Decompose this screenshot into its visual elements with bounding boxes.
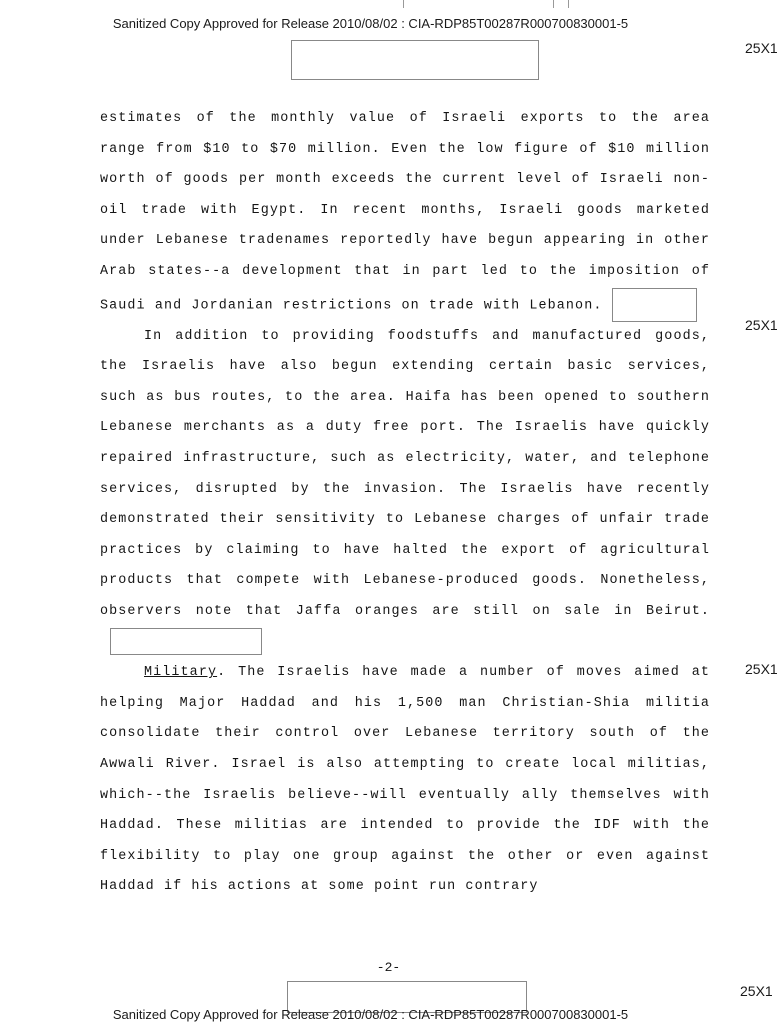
exemption-code-top: 25X1 (745, 40, 778, 56)
paragraph-services (100, 322, 710, 659)
redaction-box-inline (612, 288, 697, 322)
paragraph-services-text: In addition to providing foodstuffs and manufactured goods, the Israelis have also begun extending certain basic services, such as bus routes, to the area. Haifa has been opened to southern Lebanese merchants as a duty free port. The Israelis have quickly repaired infrastructure, such as electricity, water, and telephone services, disrupted by the invasion. The Israelis have recently demonstrated their sensitivity to Lebanese charges of unfair trade practices by claiming to have halted the export of agricultural products that compete with Lebanese-produced goods. Nonetheless, observers note that Jaffa oranges are still on sale in Beirut. (100, 328, 710, 620)
release-banner-top: Sanitized Copy Approved for Release 2010/08/02 : CIA-RDP85T00287R000700830001-5 (112, 16, 629, 31)
page-number: -2- (376, 960, 401, 975)
redaction-box-top (291, 40, 539, 80)
release-banner-bottom: Sanitized Copy Approved for Release 2010/08/02 : CIA-RDP85T00287R000700830001-5 (112, 1007, 629, 1022)
redaction-box-inline (110, 628, 262, 655)
exemption-code-paragraph-1: 25X1 (745, 317, 778, 333)
paragraph-exports-text: estimates of the monthly value of Israeli exports to the area range from $10 to $70 million. Even the low figure of $10 million worth of goods per month exceeds the current level of Israeli non-oil trade with Egypt. In recent months, Israeli goods marketed under Lebanese tradenames reportedly have begun appearing in other Arab states--a development that in part led to the imposition of Saudi and Jordanian restrictions on trade with Lebanon. (100, 111, 710, 314)
document-body (100, 104, 710, 903)
scan-mark (553, 0, 554, 8)
exemption-code-paragraph-2: 25X1 (745, 661, 778, 677)
paragraph-exports (100, 104, 710, 322)
scan-mark (403, 0, 404, 8)
exemption-code-bottom: 25X1 (740, 983, 773, 999)
scan-mark (568, 0, 569, 8)
section-label-military: Military (144, 665, 218, 681)
paragraph-military (100, 658, 710, 903)
paragraph-military-text: . The Israelis have made a number of moves aimed at helping Major Haddad and his 1,500 man Christian-Shia militia consolidate their control over Lebanese territory south of the Awwali River. Israel is also attempting to create local militias, which--the Israelis believe--will eventually ally themselves with Haddad. These militias are intended to provide the IDF with the flexibility to play one group against the other or even against Haddad if his actions at some point run contrary (100, 665, 710, 895)
